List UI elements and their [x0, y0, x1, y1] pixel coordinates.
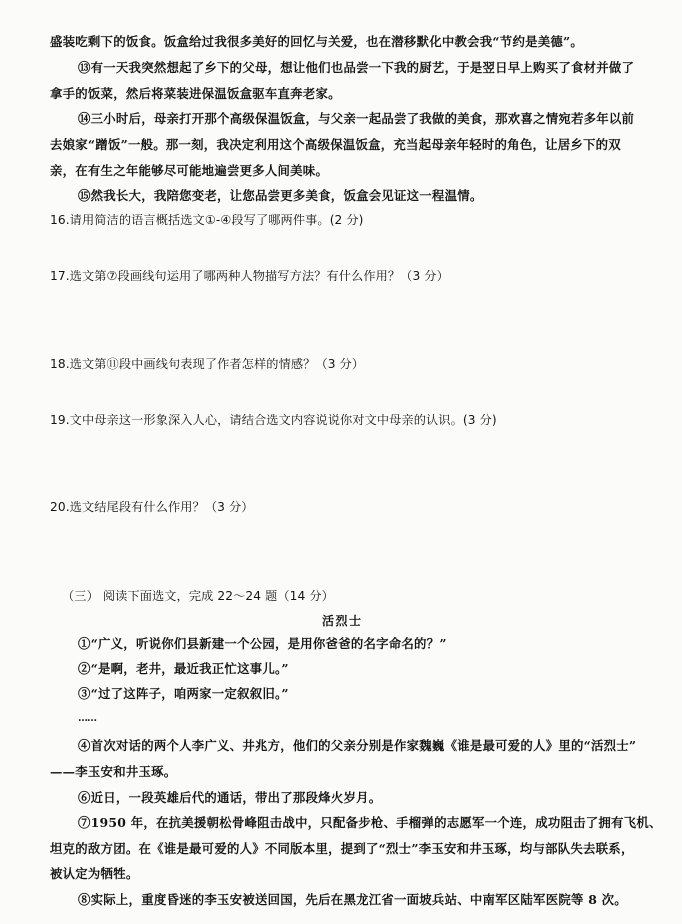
story-paragraph-4-line-2: ——李玉安和井玉琢。	[50, 764, 177, 779]
story-paragraph-4-line-1: ④首次对话的两个人李广义、井兆方，他们的父亲分别是作家魏巍《谁是最可爱的人》里的“活烈士”	[78, 738, 637, 753]
passage-line-1: 盛装吃剩下的饭食。饭盒给过我很多美好的回忆与关爱，也在潜移默化中教会我“节约是美德”。	[50, 34, 584, 49]
question-16: 16.请用简洁的语言概括选文①-④段写了哪两件事。(2 分)	[50, 213, 364, 227]
story-paragraph-7-line-2: 坦克的敌方团。在《谁是最可爱的人》不同版本里，提到了“烈士”李玉安和井玉琢，均与部队失去联系，	[50, 841, 634, 856]
story-title: 活烈士	[322, 614, 363, 628]
question-19: 19.文中母亲这一形象深入人心，请结合选文内容说说你对文中母亲的认识。(3 分)	[50, 413, 497, 427]
story-paragraph-6: ⑥近日，一段英雄后代的通话，带出了那段烽火岁月。	[78, 790, 382, 805]
paragraph-13-line-2: 拿手的饭菜，然后将菜装进保温饭盒驱车直奔老家。	[50, 86, 341, 101]
section-3-heading: （三） 阅读下面选文，完成 22～24 题（14 分）	[62, 589, 334, 603]
question-17: 17.选文第⑦段画线句运用了哪两种人物描写方法？有什么作用？（3 分）	[50, 269, 449, 283]
paragraph-15: ⑮然我长大，我陪您变老，让您品尝更多美食，饭盒会见证这一程温情。	[78, 188, 483, 203]
ellipsis: ……	[78, 713, 96, 724]
story-paragraph-7-line-1: ⑦1950 年，在抗美援朝松骨峰阻击战中，只配备步枪、手榴弹的志愿军一个连，成功阻击了拥有飞机、	[78, 815, 662, 830]
paragraph-14-line-3: 亲，在有生之年能够尽可能地遍尝更多人间美味。	[50, 163, 329, 178]
question-20: 20.选文结尾段有什么作用？（3 分）	[50, 500, 254, 514]
question-18: 18.选文第⑪段中画线句表现了作者怎样的情感？（3 分）	[50, 357, 365, 371]
paragraph-13-line-1: ⑬有一天我突然想起了乡下的父母，想让他们也品尝一下我的厨艺，于是翌日早上购买了食材并做了	[78, 60, 635, 75]
story-paragraph-8: ⑧实际上，重度昏迷的李玉安被送回国，先后在黑龙江省一面坡兵站、中南军区陆军医院等 8 次。	[78, 892, 627, 907]
story-paragraph-3: ③“过了这阵子，咱两家一定叙叙旧。”	[78, 686, 289, 701]
paragraph-14-line-1: ⑭三小时后，母亲打开那个高级保温饭盒，与父亲一起品尝了我做的美食，那欢喜之情宛若多年以前	[78, 111, 635, 126]
story-paragraph-2: ②“是啊，老井，最近我正忙这事儿。”	[78, 661, 289, 676]
story-paragraph-1: ①“广义，听说你们县新建一个公园，是用你爸爸的名字命名的？”	[78, 636, 447, 651]
paragraph-14-line-2: 去娘家“蹭饭”一般。那一刻，我决定利用这个高级保温饭盒，充当起母亲年轻时的角色，让居乡下的双	[50, 137, 621, 152]
story-paragraph-7-line-3: 被认定为牺牲。	[50, 866, 139, 881]
